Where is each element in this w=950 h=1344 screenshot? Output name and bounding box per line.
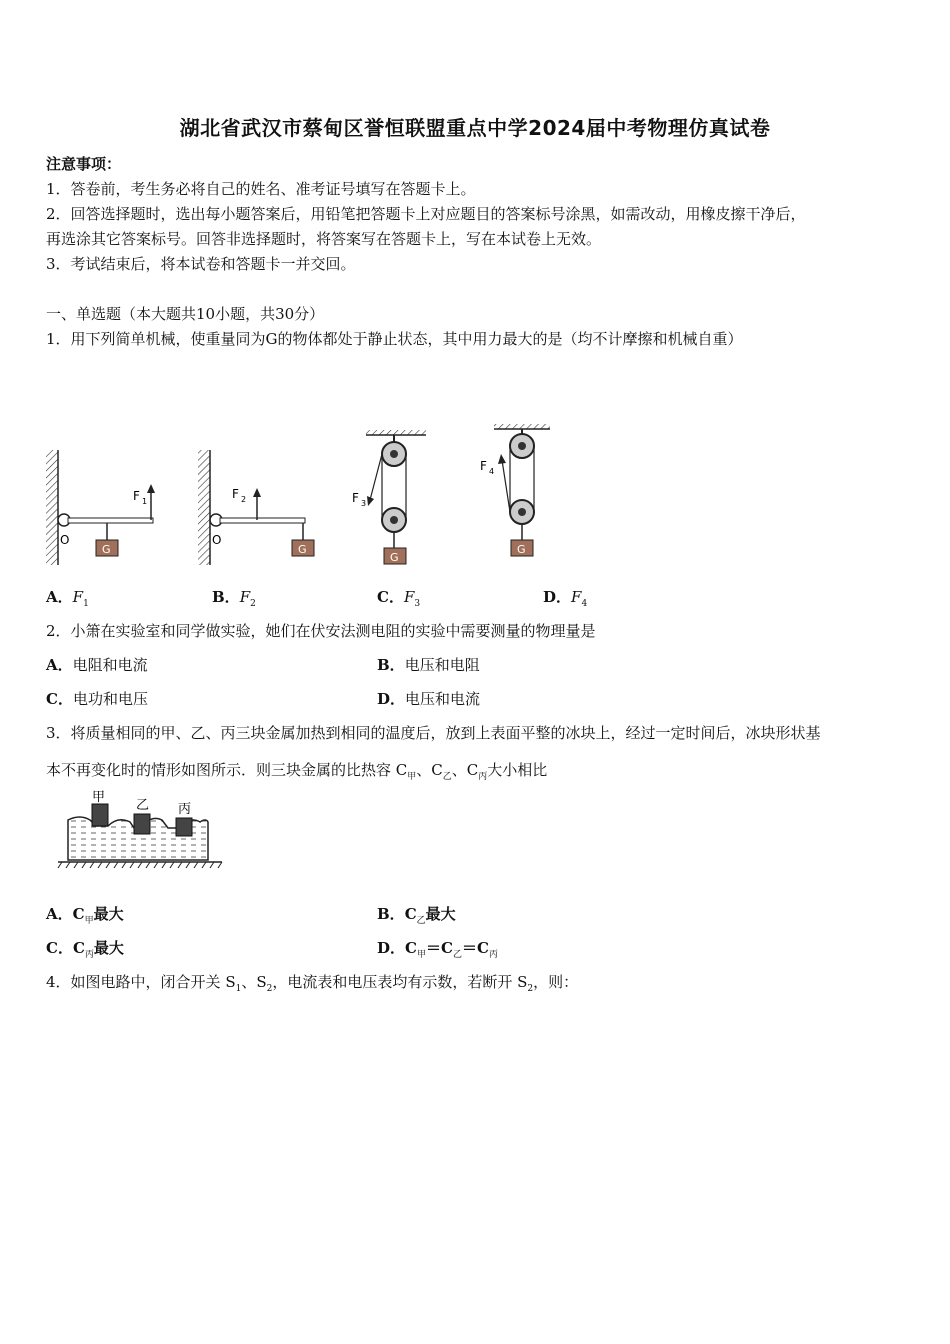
page-title: 湖北省武汉市蔡甸区誉恒联盟重点中学2024届中考物理仿真试卷 <box>179 116 771 140</box>
notice-heading: 注意事项： <box>46 155 122 173</box>
q3-option-d[interactable]: D．$C_甲=C_乙=C_丙$ <box>377 939 498 960</box>
q2-option-d[interactable]: D．电压和电流 <box>377 690 481 708</box>
svg-text:3: 3 <box>361 499 367 508</box>
q3-option-c[interactable]: C．$C_丙$最大 <box>46 939 124 960</box>
svg-text:G: G <box>517 543 526 556</box>
svg-text:乙: 乙 <box>136 798 150 813</box>
svg-text:F: F <box>480 459 487 473</box>
q1-option-b[interactable]: B．$F_2$ <box>212 588 256 609</box>
notice-item-2-cont: 再选涂其它答案标号。回答非选择题时，将答案写在答题卡上，写在本试卷上无效。 <box>46 230 602 248</box>
svg-text:1: 1 <box>142 497 148 506</box>
notice-item-3: 3．考试结束后，将本试卷和答题卡一并交回。 <box>46 255 356 273</box>
q1-option-c[interactable]: C．$F_3$ <box>377 588 421 609</box>
notice-item-1: 1．答卷前，考生务必将自己的姓名、准考证号填写在答题卡上。 <box>46 180 476 198</box>
svg-text:G: G <box>102 543 111 556</box>
q1-figure <box>40 420 570 575</box>
svg-text:O: O <box>60 533 70 547</box>
pulley-3-diagram <box>352 430 426 564</box>
svg-text:丙: 丙 <box>178 802 192 817</box>
svg-text:甲: 甲 <box>92 790 106 805</box>
section-heading: 一、单选题（本大题共10小题，共30分） <box>46 305 325 323</box>
q3-option-b[interactable]: B．$C_乙$最大 <box>377 905 456 926</box>
q1-option-d[interactable]: D．$F_4$ <box>543 588 588 609</box>
q4-stem: 4．如图电路中，闭合开关 $S_1$、$S_2$，电流表和电压表均有示数，若断开 $S_2$，则： <box>46 973 579 994</box>
q2-option-b[interactable]: B．电压和电阻 <box>377 656 480 674</box>
q1-option-a[interactable]: A．$F_1$ <box>46 588 89 609</box>
svg-text:O: O <box>212 533 222 547</box>
svg-text:F: F <box>352 491 359 505</box>
q3-option-a[interactable]: A．$C_甲$最大 <box>46 905 124 926</box>
svg-text:F: F <box>133 489 140 503</box>
q3-stem-line-2: 本不再变化时的情形如图所示．则三块金属的比热容 $C_甲$、$C_乙$、$C_丙$大小相比 <box>46 761 548 782</box>
svg-text:4: 4 <box>489 467 495 476</box>
q2-stem: 2．小箫在实验室和同学做实验，她们在伏安法测电阻的实验中需要测量的物理量是 <box>46 622 596 640</box>
svg-text:G: G <box>298 543 307 556</box>
notice-item-2: 2．回答选择题时，选出每小题答案后，用铅笔把答题卡上对应题目的答案标号涂黑，如需改动，用橡皮擦干净后， <box>46 205 806 223</box>
pulley-4-diagram <box>480 424 550 556</box>
q2-option-c[interactable]: C．电功和电压 <box>46 690 148 708</box>
svg-text:F: F <box>232 487 239 501</box>
lever-1-diagram <box>46 450 155 565</box>
q2-option-a[interactable]: A．电阻和电流 <box>46 656 148 674</box>
svg-text:2: 2 <box>241 495 247 504</box>
q3-stem-line-1: 3．将质量相同的甲、乙、丙三块金属加热到相同的温度后，放到上表面平整的冰块上，经过一定时间后，冰块形状基 <box>46 724 821 742</box>
q3-ice-figure <box>50 788 230 872</box>
svg-text:G: G <box>390 551 399 564</box>
q1-stem: 1．用下列简单机械，使重量同为G的物体都处于静止状态，其中用力最大的是（均不计摩擦和机械自重） <box>46 330 743 348</box>
lever-2-diagram <box>198 450 314 565</box>
